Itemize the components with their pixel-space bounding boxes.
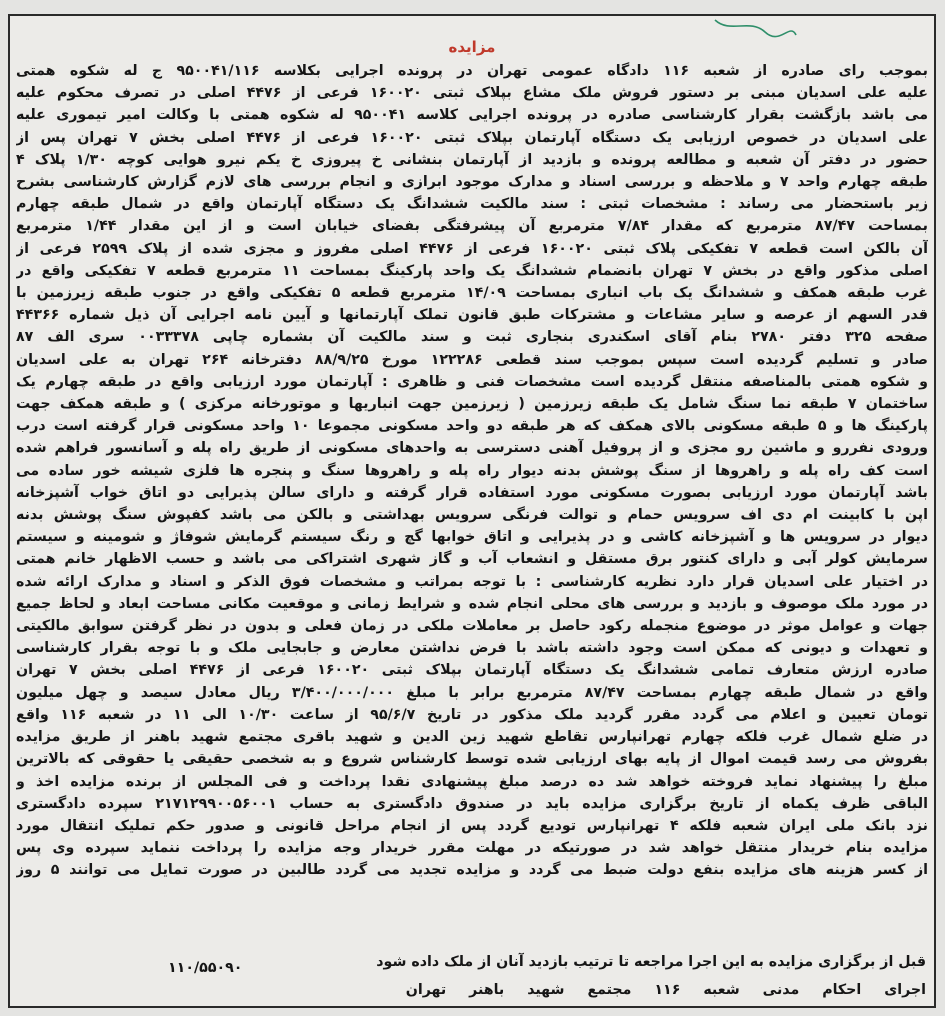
notice-line: مبلغ را پیشنهاد نماید فروخته خواهد شد ده درصد مبلغ پیشنهادی نقدا پرداخت و فی المجلس از برنده مزایده اخذ و (16, 773, 928, 790)
notice-line: علیه علی اسدیان مبنی بر دستور فروش ملک مشاع بپلاک ثبتی ۱۶۰۰۲۰ فرعی از ۴۴۷۶ اصلی در تصرف محکوم علیه (16, 85, 928, 102)
notice-line: نزد بانک ملی ایران شعبه فلکه ۴ تهرانپارس تودیع گردد پس از انجام مراحل قانونی و صدور حکم تملیک انتقال مورد (16, 817, 928, 834)
notice-line: صادر و تسلیم گردیده است سپس بموجب سند قطعی ۱۲۲۲۸۶ مورخ ۸۸/۹/۲۵ دفترخانه ۲۶۴ تهران به علی اسدیان (16, 351, 928, 368)
notice-line: حضور در دفتر آن شعبه و مطالعه پرونده و بازدید از آپارتمان بنشانی خ پیروزی خ یکم نیرو هوایی کوچه ۱/۳۰ پلاک ۴ (16, 151, 928, 168)
newspaper-clipping (8, 14, 936, 1008)
notice-line: بمساحت ۸۷/۴۷ مترمربع که مقدار ۷/۸۴ مترمربع آن پیشرفتگی بفضای خیابان است و از این مقدار ۱/۴۴ مترمربع (16, 218, 928, 235)
notice-line: بفروش می رسد قیمت اموال از پایه بهای ارزیابی شده توسط کارشناس شروع و به شخصی حقیقی یا حقوقی که بالاترین (16, 751, 928, 768)
issuing-authority: اجرای احکام مدنی شعبه ۱۱۶ مجتمع شهید باهنر تهران (405, 982, 926, 998)
notice-line: اصلی مذکور واقع در بخش ۷ تهران بانضمام ششدانگ یک واحد پارکینگ بمساحت ۱۱ مترمربع قطعه ۷ تفکیکی واقع در (16, 262, 928, 279)
pen-scribble-mark (710, 16, 800, 38)
notice-line: ورودی نفررو و ماشین رو مجزی و از پروفیل آهنی دسترسی به واحدهای مسکونی از طریق راه پله و آسانسور فراهم شده (16, 440, 928, 457)
notice-body (16, 60, 928, 965)
notice-line: از کسر هزینه های مزایده بنفع دولت ضبط می گردد و مزایده تجدید می گردد طالبین در صورت تمایل می توانند ۵ روز (16, 862, 928, 879)
notice-line: صفحه ۳۲۵ دفتر ۲۷۸۰ بنام آقای اسکندری بنجاری ثبت و سند مالکیت آن بشماره چاپی ۰۰۳۳۳۷۸ سری الف ۸۷ (16, 329, 928, 346)
notice-line: دیوار در سرویس ها و آشپزخانه کاشی و در پذیرایی و اتاق خوابها گچ و رنگ سیستم گرمایش شوفاژ و شومینه و سیستم (16, 529, 928, 546)
notice-title: مزایده (448, 38, 496, 56)
notice-line: صادره ارزش متعارف تمامی ششدانگ یک دستگاه آپارتمان بپلاک ثبتی ۱۶۰۰۲۰ فرعی از ۴۴۷۶ اصلی بخش ۷ تهران (16, 662, 928, 679)
notice-line: ساختمان ۷ طبقه نما سنگ شامل یک طبقه زیرزمین ( زیرزمین جهت انباریها و موتورخانه مرکزی ) و طبقه همکف جهت (16, 396, 928, 413)
notice-line: مزایده بنام خریدار منتقل خواهد شد در صورتیکه در مهلت مقرر خریدار وجه مزایده را پرداخت ننماید سپرده وی پس (16, 840, 928, 857)
notice-line: سرمایش کولر آبی و دارای کنتور برق مستقل و انشعاب آب و گاز شهری اشتراکی می باشد و حسب الاظهار خانم همتی (16, 551, 928, 568)
notice-line: اپن با کابینت ام دی اف سرویس حمام و توالت فرنگی سرویس بهداشتی و بالکن می باشد کفپوش سنگ پوشش بدنه (16, 507, 928, 524)
notice-line: آن بالکن است قطعه ۷ تفکیکی پلاک ثبتی ۱۶۰۰۲۰ فرعی از ۴۴۷۶ اصلی مفروز و مجزی شده از پلاک ۲۵۹۹ فرعی از (16, 240, 928, 257)
notice-line: است کف راه پله و راهروها از سنگ پوشش بدنه دیوار راه پله و راهروها سنگ و پنجره ها فلزی شیشه خور ساده می (16, 462, 928, 479)
notice-line: قدر السهم از عرصه و سایر مشاعات و مشترکات طبق قانون تملک آپارتمانها و آیین نامه اجرایی آن ذیل شماره ۴۴۳۶۶ (16, 307, 928, 324)
notice-line: واقع در شمال طبقه چهارم بمساحت ۸۷/۴۷ مترمربع برابر با مبلغ ۳/۴۰۰/۰۰۰/۰۰۰ ریال معادل سیصد و چهل میلیون (16, 684, 928, 701)
notice-line: و تعهدات و دیونی که ممکن است وجود داشته باشد با فرض نداشتن معارض و جابجایی ملک و با توجه بقرار کارشناسی (16, 640, 928, 657)
notice-line: باشد آپارتمان مورد ارزیابی بصورت مسکونی مورد استفاده قرار گرفته و دارای سالن پذیرایی دو اتاق خواب آشپزخانه (16, 484, 928, 501)
reference-number: ۱۱۰/۵۵۰۹۰ (168, 960, 243, 976)
notice-line: تومان تعیین و اعلام می گردد مقرر گردید ملک مذکور در تاریخ ۹۵/۶/۷ از ساعت ۱۰/۳۰ الی ۱۱ در شعبه ۱۱۶ واقع (16, 706, 928, 723)
notice-line: می باشد بازگشت بقرار کارشناسی صادره در پرونده اجرایی کلاسه ۹۵۰۰۴۱ له شکوه همتی با وکالت امیر تیموری علیه (16, 107, 928, 124)
notice-closing-line: قبل از برگزاری مزایده به این اجرا مراجعه تا ترتیب بازدید آنان از ملک داده شود (376, 954, 926, 970)
notice-line: جهات و عوامل موثر در موضوع منجمله رکود حاصل بر معاملات ملکی در زمان فعلی و بدون در نظر گرفتن سوابق مالکیتی (16, 618, 928, 635)
notice-line: علی اسدیان در خصوص ارزیابی یک دستگاه آپارتمان بپلاک ثبتی ۱۶۰۰۲۰ فرعی از ۴۴۷۶ اصلی بخش ۷ تهران پس از (16, 129, 928, 146)
notice-line: در ضلع شمال غرب فلکه چهارم تهرانپارس تقاطع شهید زین الدین و شهید باقری مجتمع شهید باهنر از طریق مزایده (16, 729, 928, 746)
notice-line: زیر باستحضار می رساند : مشخصات ثبتی : سند مالکیت ششدانگ یک دستگاه آپارتمان واقع در شمال طبقه چهارم (16, 196, 928, 213)
notice-line: پارکینگ ها و ۵ طبقه مسکونی بالای همکف که هر طبقه دو واحد مسکونی مجموعا ۱۰ واحد مسکونی قرار گرفته است درب (16, 418, 928, 435)
notice-line: در مورد ملک موصوف و بازدید و بررسی های محلی انجام شده و شرایط زمانی و موقعیت مکانی مساحت ابعاد و لحاظ جمیع (16, 595, 928, 612)
notice-line: در اختیار علی اسدیان قرار دارد نظریه کارشناسی : با توجه بمراتب و مشخصات فوق الذکر و اسناد و مدارک ارائه شده (16, 573, 928, 590)
notice-line: و شکوه همتی بالمناصفه منتقل گردیده است مشخصات فنی و ظاهری : آپارتمان مورد ارزیابی واقع در طبقه چهارم یک (16, 373, 928, 390)
notice-line: غرب طبقه همکف و ششدانگ یک باب انباری بمساحت ۱۴/۰۹ مترمربع قطعه ۵ تفکیکی واقع در جنوب طبقه زیرزمین با (16, 285, 928, 302)
notice-footer (18, 954, 926, 998)
notice-line: بموجب رای صادره از شعبه ۱۱۶ دادگاه عمومی تهران در پرونده اجرایی بکلاسه ۹۵۰۰۴۱/۱۱۶ ج له شکوه همتی (16, 63, 928, 79)
notice-line: طبقه چهارم واحد ۷ و ملاحظه و بررسی اسناد و مدارک موجود ابرازی و انجام بررسی های لازم گزارش کارشناسی بشرح (16, 174, 928, 191)
notice-line: الباقی ظرف یکماه از تاریخ برگزاری مزایده باید در صندوق دادگستری به حساب ۲۱۷۱۲۹۹۰۰۵۶۰۰۱ سپرده دادگستری (16, 795, 928, 812)
